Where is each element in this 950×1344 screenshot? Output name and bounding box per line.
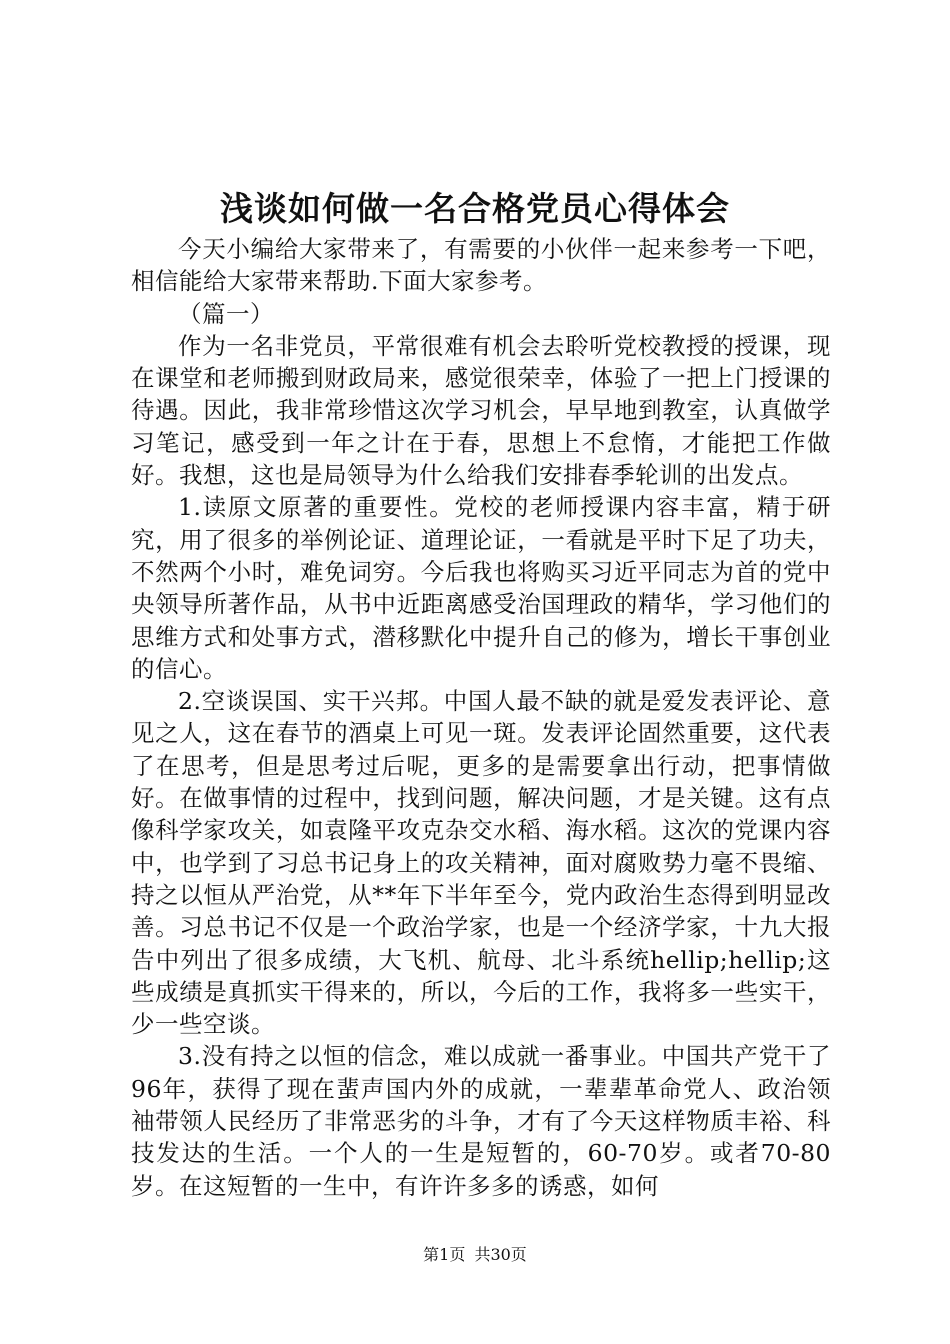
section-heading: （篇一） xyxy=(178,299,274,328)
body-paragraph-point-2: 2.空谈误国、实干兴邦。中国人最不缺的就是爱发表评论、意见之人，这在春节的酒桌上可见一斑。发表评论固然重要，这代表了在思考，但是思考过后呢，更多的是需要拿出行动，把事情做好。在做事情的过程中，找到问题，解决问题，才是关键。这有点像科学家攻关，如袁隆平攻克杂交水稻、海水稻。这次的党课内容中，也学到了习总书记身上的攻关精神，面对腐败势力毫不畏缩、持之以恒从严治党，从**年下半年至今，党内政治生态得到明显改善。习总书记不仅是一个政治学家，也是一个经济学家，十九大报告中列出了很多成绩，大飞机、航母、北斗系统hellip;hellip;这些成绩是真抓实干得来的，所以，今后的工作，我将多一些实干，少一些空谈。 xyxy=(131,687,831,1039)
document-title: 浅谈如何做一名合格党员心得体会 xyxy=(220,189,730,228)
body-paragraph-point-3: 3.没有持之以恒的信念，难以成就一番事业。中国共产党干了96年，获得了现在蜚声国内外的成就，一辈辈革命党人、政治领袖带领人民经历了非常恶劣的斗争，才有了今天这样物质丰裕、科技发达的生活。一个人的一生是短暂的，60-70岁。或者70-80岁。在这短暂的一生中，有许许多多的诱惑，如何 xyxy=(131,1042,831,1200)
page-number-footer: 第1页 共30页 xyxy=(423,1245,527,1264)
body-paragraph: 作为一名非党员，平常很难有机会去聆听党校教授的授课，现在课堂和老师搬到财政局来，感觉很荣幸，体验了一把上门授课的待遇。因此，我非常珍惜这次学习机会，早早地到教室，认真做学习笔记，感受到一年之计在于春，思想上不怠惰，才能把工作做好。我想，这也是局领导为什么给我们安排春季轮训的出发点。 xyxy=(131,331,831,490)
body-paragraph-point-1: 1.读原文原著的重要性。党校的老师授课内容丰富，精于研究，用了很多的举例论证、道理论证，一看就是平时下足了功夫，不然两个小时，难免词穷。今后我也将购买习近平同志为首的党中央领导所著作品，从书中近距离感受治国理政的精华，学习他们的思维方式和处事方式，潜移默化中提升自己的修为，增长干事创业的信心。 xyxy=(131,493,831,683)
intro-paragraph: 今天小编给大家带来了，有需要的小伙伴一起来参考一下吧，相信能给大家带来帮助.下面大家参考。 xyxy=(131,235,831,296)
document-body xyxy=(131,233,831,1202)
